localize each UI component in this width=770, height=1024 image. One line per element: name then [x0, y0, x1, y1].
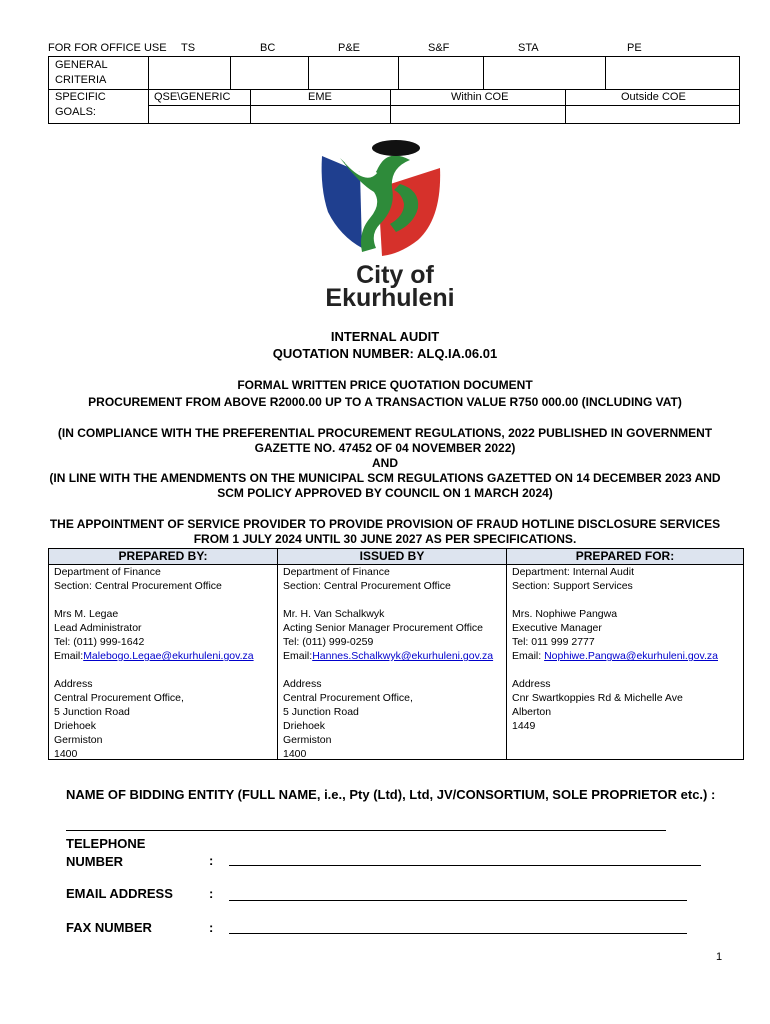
- general-criteria-label: GENERAL CRITERIA: [55, 59, 108, 86]
- prepared-by-section: Section: Central Procurement Office: [54, 580, 222, 592]
- prepared-by-address-line: 1400: [54, 748, 78, 760]
- doc-type: FORMAL WRITTEN PRICE QUOTATION DOCUMENT: [237, 378, 533, 392]
- prepared-by-address-label: Address: [54, 678, 93, 690]
- goal-qse-generic: QSE\GENERIC: [154, 91, 231, 103]
- issued-by-address-line: Driehoek: [283, 720, 326, 732]
- email-address-label: EMAIL ADDRESS: [66, 886, 173, 901]
- issued-by-address-line: Germiston: [283, 734, 332, 746]
- prepared-for-tel: Tel: 011 999 2777: [512, 636, 595, 648]
- quotation-number: QUOTATION NUMBER: ALQ.IA.06.01: [272, 346, 498, 361]
- col-sta: STA: [518, 42, 539, 54]
- issued-by-details: [283, 565, 493, 761]
- telephone-label-line1: TELEPHONE: [66, 836, 146, 851]
- telephone-colon: :: [209, 853, 214, 868]
- prepared-by-tel: Tel: (011) 999-1642: [54, 636, 145, 648]
- and-text: AND: [372, 456, 398, 470]
- telephone-input-line[interactable]: [229, 865, 701, 866]
- prepared-for-dept: Department: Internal Audit: [512, 566, 634, 578]
- telephone-label: [66, 835, 145, 871]
- prepared-for-email-label: Email:: [512, 650, 545, 662]
- issued-by-email-label: Email:: [283, 650, 313, 662]
- prepared-by-email-label: Email:: [54, 650, 84, 662]
- compliance-line-2: GAZETTE NO. 47452 OF 04 NOVEMBER 2022): [254, 441, 516, 455]
- issued-by-address-line: 1400: [283, 748, 307, 760]
- document-title: INTERNAL AUDIT: [330, 329, 440, 344]
- procurement-range: PROCUREMENT FROM ABOVE R2000.00 UP TO A TRANSACTION VALUE R750 000.00 (INCLUDING VAT): [88, 395, 682, 409]
- prepared-for-details: [512, 565, 718, 733]
- prepared-by-address-line: Central Procurement Office,: [54, 692, 184, 704]
- logo-text-ekurhuleni: Ekurhuleni: [325, 284, 455, 312]
- amendments-line-2: SCM POLICY APPROVED BY COUNCIL ON 1 MARCH 2024): [217, 486, 553, 500]
- prepared-for-section: Section: Support Services: [512, 580, 633, 592]
- email-input-line[interactable]: [229, 900, 687, 901]
- goal-outside-coe: Outside COE: [621, 91, 686, 103]
- issued-by-email-link[interactable]: Hannes.Schalkwyk@ekurhuleni.gov.za: [312, 650, 494, 662]
- col-ts: TS: [181, 42, 196, 54]
- issued-by-address-label: Address: [283, 678, 322, 690]
- bidding-entity-name-line[interactable]: [66, 830, 666, 831]
- fax-input-line[interactable]: [229, 933, 687, 934]
- prepared-for-address-line: 1449: [512, 720, 536, 732]
- prepared-by-title: Lead Administrator: [54, 622, 142, 634]
- prepared-for-address-line: Alberton: [512, 706, 552, 718]
- prepared-for-email-link[interactable]: Nophiwe.Pangwa@ekurhuleni.gov.za: [544, 650, 718, 662]
- fax-number-label: FAX NUMBER: [66, 920, 152, 935]
- prepared-by-address-line: 5 Junction Road: [54, 706, 130, 718]
- city-of-ekurhuleni-logo: [300, 128, 480, 318]
- compliance-line-1: (IN COMPLIANCE WITH THE PREFERENTIAL PROCUREMENT REGULATIONS, 2022 PUBLISHED IN GOVERNMENT: [57, 426, 713, 440]
- col-pe-eq: P&E: [338, 42, 361, 54]
- prepared-by-address-line: Driehoek: [54, 720, 97, 732]
- prepared-by-email-link[interactable]: Malebogo.Legae@ekurhuleni.gov.za: [83, 650, 254, 662]
- fax-colon: :: [209, 920, 214, 935]
- prepared-for-header: PREPARED FOR:: [507, 549, 743, 564]
- amendments-line-1: (IN LINE WITH THE AMENDMENTS ON THE MUNICIPAL SCM REGULATIONS GAZETTED ON 14 DECEMBER 2023 AND: [49, 471, 721, 485]
- prepared-by-address-line: Germiston: [54, 734, 103, 746]
- col-bc: BC: [260, 42, 276, 54]
- issued-by-name: Mr. H. Van Schalkwyk: [283, 608, 385, 620]
- prepared-by-details: [54, 565, 254, 761]
- page-number: 1: [716, 951, 723, 963]
- prepared-for-title: Executive Manager: [512, 622, 602, 634]
- goal-eme: EME: [308, 91, 332, 103]
- issued-by-tel: Tel: (011) 999-0259: [283, 636, 374, 648]
- telephone-label-line2: NUMBER: [66, 854, 124, 869]
- email-colon: :: [209, 886, 214, 901]
- bidding-entity-name-label: NAME OF BIDDING ENTITY (FULL NAME, i.e., Pty (Ltd), Ltd, JV/CONSORTIUM, SOLE PROPRIETOR etc.) :: [66, 787, 716, 802]
- col-sf: S&F: [428, 42, 450, 54]
- issued-by-dept: Department of Finance: [283, 566, 390, 578]
- issued-by-address-line: 5 Junction Road: [283, 706, 359, 718]
- col-pe: PE: [627, 42, 642, 54]
- issued-by-address-line: Central Procurement Office,: [283, 692, 413, 704]
- specific-goals-label: SPECIFIC GOALS:: [55, 91, 106, 118]
- prepared-for-address-label: Address: [512, 678, 551, 690]
- prepared-by-header: PREPARED BY:: [49, 549, 277, 564]
- logo-text-city-of: City of: [356, 261, 434, 289]
- prepared-for-address-line: Cnr Swartkoppies Rd & Michelle Ave: [512, 692, 683, 704]
- appointment-line-1: THE APPOINTMENT OF SERVICE PROVIDER TO PROVIDE PROVISION OF FRAUD HOTLINE DISCLOSURE SERVICES: [49, 517, 721, 531]
- issued-by-title: Acting Senior Manager Procurement Office: [283, 622, 483, 634]
- issued-by-header: ISSUED BY: [278, 549, 506, 564]
- prepared-by-name: Mrs M. Legae: [54, 608, 119, 620]
- goal-within-coe: Within COE: [451, 91, 509, 103]
- for-office-use-label: FOR FOR OFFICE USE: [48, 42, 167, 54]
- prepared-by-dept: Department of Finance: [54, 566, 161, 578]
- issued-by-section: Section: Central Procurement Office: [283, 580, 451, 592]
- appointment-line-2: FROM 1 JULY 2024 UNTIL 30 JUNE 2027 AS PER SPECIFICATIONS.: [193, 532, 577, 546]
- prepared-for-name: Mrs. Nophiwe Pangwa: [512, 608, 618, 620]
